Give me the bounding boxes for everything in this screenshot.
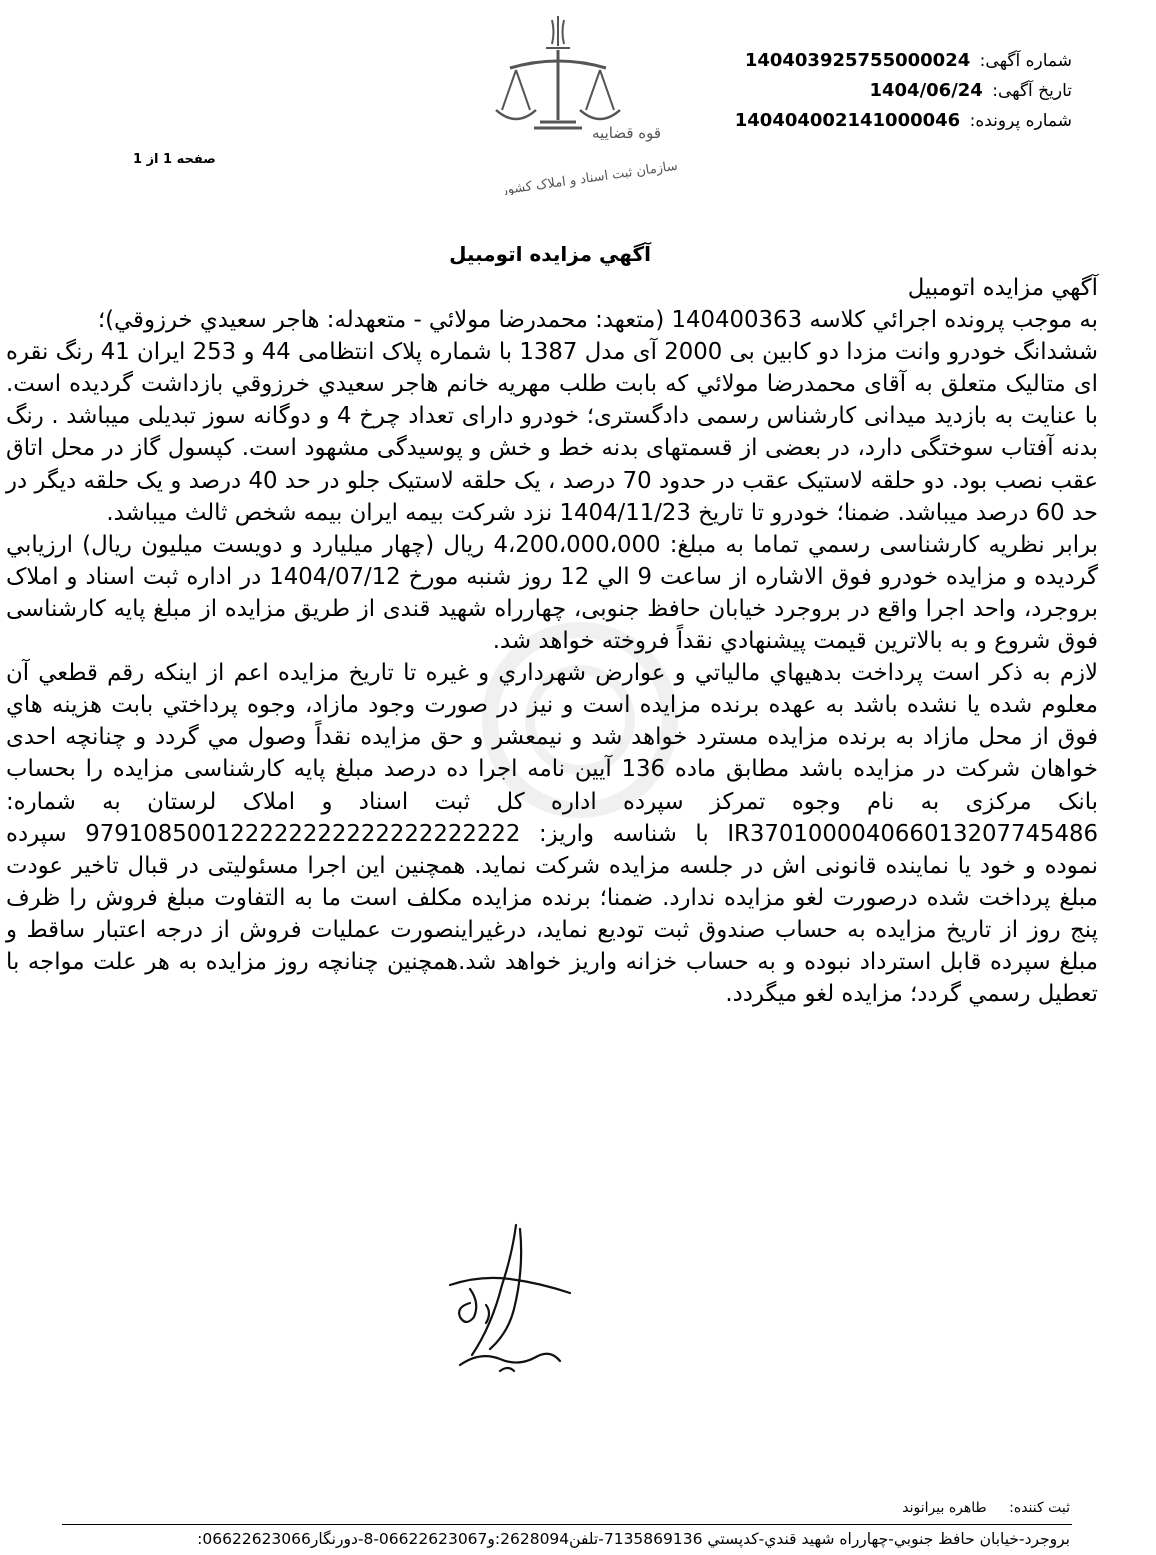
body-paragraph-case: به موجب پرونده اجرائي كلاسه 140400363 (متعهد: محمدرضا مولائي - متعهدله: هاجر سعيدي خرزوقي)؛: [97, 307, 1098, 334]
body-paragraph-valuation: برابر نظريه كارشناسی رسمي تماما به مبلغ: 4،200،000،000 ريال (چهار ميليارد و دويست ميليون ريال) ارزيابي گرديده و مزايده خودرو فوق الاشاره از ساعت 9 الي 12 روز شنبه مورخ 1404/07/12 در اداره ثبت اسناد و املاک بروجرد، واحد اجرا واقع در بروجرد خیابان حافظ جنوبی، چهارراه شهید قندی از طريق مزايده از مبلغ پايه كارشناسی فوق شروع و به بالاترين قيمت پيشنهادي نقداً فروخته خواهد شد.: [6, 531, 1099, 655]
registrar-label: ثبت کننده:: [1009, 1500, 1070, 1516]
judiciary-emblem-icon: [470, 10, 680, 195]
notice-number-row: [735, 46, 1072, 76]
signature: [430, 1215, 590, 1390]
notice-date-row: [735, 76, 1072, 106]
file-number-row: [735, 106, 1072, 136]
notice-body: [6, 272, 1098, 1010]
registrar-line: [902, 1500, 1070, 1516]
page-indicator: صفحه 1 از 1: [133, 152, 216, 167]
file-number: 140404002141000046: [734, 110, 961, 131]
emblem-caption-organization: سازمان ثبت اسناد و املاک کشور: [500, 158, 679, 195]
notice-number: 140403925755000024: [744, 50, 971, 71]
registrar-name: طاهره بیرانوند: [902, 1500, 987, 1516]
body-paragraph-vehicle: ششدانگ خودرو وانت مزدا دو کابین بی 2000 آی مدل 1387 با شماره پلاک انتظامی 44 و 253 ایران 41 رنگ نقره ای متالیک متعلق به آقای محمدرضا مولائي که بابت طلب مهریه خانم هاجر سعيدي خرزوقي بازداشت گردیده است. با عنایت به بازدید میدانی کارشناس رسمی دادگستری؛ خودرو دارای تعداد چرخ 4 و دوگانه سوز تبدیلی میباشد . رنگ بدنه آفتاب سوختگی دارد، در بعضی از قسمتهای بدنه خط و خش و پوسیدگی مشهود است. کپسول گاز در محل اتاق عقب نصب بود. دو حلقه لاستیک عقب در حدود 70 درصد ، یک حلقه لاستیک جلو در حد 40 درصد و یک حلقه دیگر در حد 60 درصد میباشد. ضمنا؛ خودرو تا تاریخ 1404/11/23 نزد شرکت بیمه ایران بیمه شخص ثالث میباشد.: [6, 339, 1098, 526]
body-heading: آگهي مزايده اتومبيل: [907, 275, 1098, 301]
notice-date: 1404/06/24: [869, 80, 983, 101]
footer-address: بروجرد-خیابان حافظ جنوبي-چهارراه شهيد قندي-كدپستي 7135869136-تلفن2628094:و06622623067-8-دورنگار06622623066:: [197, 1530, 1070, 1548]
notice-metadata: [735, 46, 1072, 136]
signature-caption: مسعود مستعد: [430, 1215, 436, 1216]
notice-number-label: شماره آگهی:: [979, 51, 1072, 71]
document-title: آگهي مزايده اتومبيل: [449, 242, 651, 266]
footer-divider: [62, 1524, 1072, 1525]
emblem-caption-judiciary: قوه قضاییه: [592, 124, 662, 142]
body-paragraph-conditions: لازم به ذكر است پرداخت بدهيهاي مالياتي و عوارض شهرداري و غيره تا تاريخ مزايده اعم از اينكه رقم قطعي آن معلوم شده يا نشده باشد به عهده برنده مزايده است و نيز در صورت وجود مازاد، وجوه پرداختي بابت هزينه هاي فوق از محل مازاد به برنده مزايده مسترد خواهد شد و نيمعشر و حق مزايده نقداً وصول مي گردد و چنانچه احدی خواهان شرکت در مزایده باشد مطابق ماده 136 آیین نامه اجرا ده درصد مبلغ پایه کارشناسی مزایده را بحساب بانک مرکزی به نام وجوه تمرکز سپرده اداره کل ثبت اسناد و املاک لرستان به شماره: IR370100004066013207745486 با شناسه واریز: 979108500122222222222222222222 سپرده نموده و خود یا نماینده قانونی اش در جلسه مزایده شرکت نماید. همچنین این اجرا مسئولیتی در قبال تاخیر عودت مبلغ پرداخت شده درصورت لغو مزایده ندارد. ضمنا؛ برنده مزایده مکلف است ما به التفاوت مبلغ فروش را ظرف پنج روز از تاریخ مزایده به حساب صندوق ثبت تودیع نماید، درغیراینصورت عملیات فروش از درجه اعتبار ساقط و مبلغ سپرده قابل استرداد نبوده و به حساب خزانه واریز خواهد شد.همچنین چنانچه روز مزایده به هر علت مواجه با تعطیل رسمي گردد؛ مزایده لغو میگردد.: [6, 660, 1098, 1008]
file-number-label: شماره پرونده:: [969, 111, 1072, 131]
notice-date-label: تاریخ آگهی:: [992, 81, 1072, 101]
